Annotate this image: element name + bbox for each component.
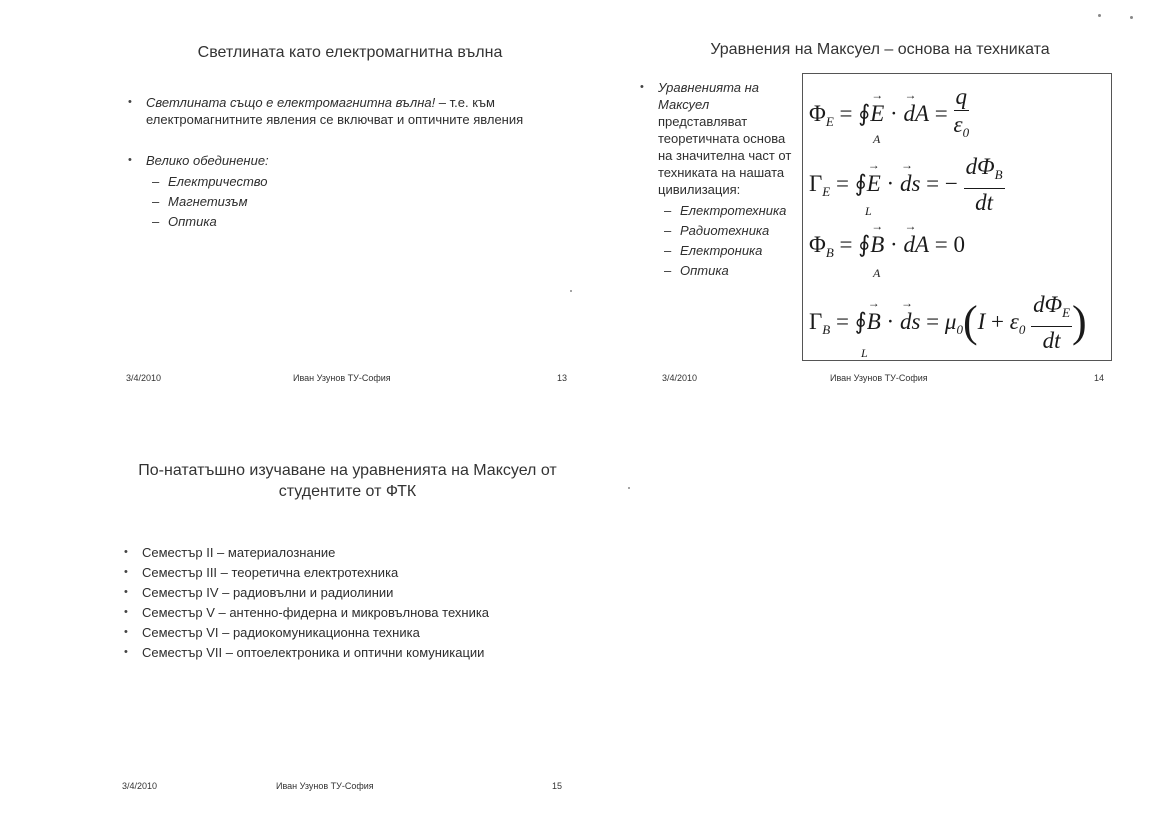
- scan-speck: [628, 487, 630, 489]
- list-item: – Радиотехника: [658, 222, 798, 239]
- title-line: По-нататъшно изучаване на уравненията на Максуел от: [138, 462, 557, 479]
- bullet-text-italic: електромагнитна вълна!: [277, 95, 436, 110]
- slide-13-footer-date: 3/4/2010: [126, 373, 162, 383]
- contour-integral-icon: ∮: [854, 308, 867, 334]
- slide-15: [0, 440, 580, 823]
- list-item: • Семестър V – антенно-фидерна и микровълнова техника: [122, 604, 562, 621]
- list-item: • Семестър VII – оптоелектроника и оптични комуникации: [122, 644, 562, 661]
- slide-14-footer-page: 14: [1094, 373, 1105, 383]
- slide-13-subitems: [146, 173, 566, 230]
- slide-15-footer-page: 15: [552, 781, 563, 791]
- contour-integral-icon: ∮: [858, 100, 871, 126]
- slide-13: [0, 0, 580, 400]
- bullet-text-italic: Светлината: [146, 95, 227, 110]
- list-item: • Семестър II – материалознание: [122, 544, 562, 561]
- list-item: – Електроника: [658, 242, 798, 259]
- list-item: – Електричество: [146, 173, 566, 190]
- slide-13-bullets: [126, 94, 566, 233]
- list-item: – Електротехника: [658, 202, 798, 219]
- contour-integral-icon: ∮: [858, 232, 871, 257]
- list-item: – Оптика: [146, 213, 566, 230]
- list-item: • Семестър III – теоретична електротехника: [122, 564, 562, 581]
- bullet-text: – т.е. към електромагнитните явления се включват и оптичните явления: [146, 95, 524, 127]
- slide-13-title: Светлината като електромагнитна вълна: [197, 44, 503, 61]
- slide-14-bullets: [638, 79, 798, 282]
- title-line: студентите от ФТК: [278, 483, 417, 500]
- slide-14-subitems: [658, 202, 798, 279]
- maxwell-equation-4: $\Gamma_B$ = ∮→ B · → ds = $\mu_0(I + \varepsilon_0$ $\frac{d\Phi_E}{dt}$ ) L: [809, 292, 1087, 355]
- bullet-text-italic: Велико обединение:: [146, 153, 269, 168]
- slide-14-bullet-1: [638, 79, 798, 279]
- slide-14-footer-author: Иван Узунов ТУ-София: [830, 373, 928, 383]
- slide-13-bullet-1: [126, 94, 566, 128]
- slide-15-footer-author: Иван Узунов ТУ-София: [276, 781, 374, 791]
- scan-speck: [1098, 14, 1101, 17]
- slide-14-footer-date: 3/4/2010: [662, 373, 698, 383]
- slide-15-footer-date: 3/4/2010: [122, 781, 158, 791]
- slide-14-title: Уравнения на Максуел – основа на техниката: [710, 41, 1050, 58]
- maxwell-equation-2: $\Gamma_E$ = ∮→ E · → ds = − $\frac{d\Phi_B}{dt}$ L: [809, 154, 1005, 217]
- slide-15-title: [110, 460, 585, 502]
- list-item: • Семестър VI – радиокомуникационна техника: [122, 624, 562, 641]
- contour-integral-icon: ∮: [854, 170, 867, 196]
- maxwell-equations-box: [802, 73, 1112, 361]
- slide-13-footer-page: 13: [557, 373, 568, 383]
- scan-speck: [1130, 16, 1133, 19]
- maxwell-equation-1: $\Phi_E$ = ∮→ E · → dA = $\frac{q}{\varepsilon_0}$ A: [809, 84, 969, 147]
- bullet-text-italic: също е: [226, 95, 278, 110]
- list-item: – Оптика: [658, 262, 798, 279]
- bullet-text-italic: Уравненията на Максуел: [658, 80, 760, 112]
- list-item: – Магнетизъм: [146, 193, 566, 210]
- slide-13-bullet-2: [126, 152, 566, 230]
- slide-15-list: [122, 544, 562, 664]
- bullet-text: представляват теоретичната основа на значителна част от техниката на нашата цивилизация:: [658, 114, 792, 197]
- slide-13-footer-author: Иван Узунов ТУ-София: [293, 373, 391, 383]
- list-item: • Семестър IV – радиовълни и радиолинии: [122, 584, 562, 601]
- maxwell-equation-3: $\Phi_B$ = ∮→ B · → dA = 0 A: [809, 232, 965, 261]
- scan-speck: [570, 290, 572, 292]
